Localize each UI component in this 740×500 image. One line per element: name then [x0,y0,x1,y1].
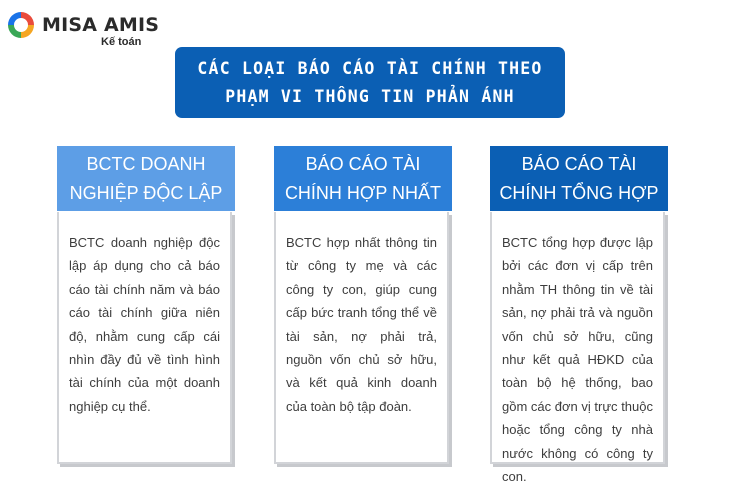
card-heading-line-1: BCTC DOANH [86,153,206,174]
card-heading-line-2: CHÍNH TỔNG HỢP [499,182,659,203]
title-line-1: CÁC LOẠI BÁO CÁO TÀI CHÍNH THEO [197,58,543,78]
card-heading-line-2: CHÍNH HỢP NHẤT [284,182,442,203]
card-heading-line-1: BÁO CÁO TÀI [305,153,421,174]
card-body-consolidated: BCTC hợp nhất thông tin từ công ty mẹ và các công ty con, giúp cung cấp bức tranh tổng thể về tài sản, nợ phải trả, nguồn vốn chủ sở hữu, và kết quả kinh doanh của toàn bộ tập đoàn. [274,212,449,464]
card-heading-independent [57,146,235,211]
page-title [175,47,565,118]
misa-logo-mark-icon [6,10,36,40]
card-heading-aggregated [490,146,668,211]
card-heading-consolidated [274,146,452,211]
card-heading-line-2: NGHIỆP ĐỘC LẬP [69,182,223,203]
brand-name: MISA AMIS [42,14,160,36]
misa-amis-logo [6,8,160,48]
card-body-independent: BCTC doanh nghiệp độc lập áp dụng cho cả báo cáo tài chính năm và báo cáo tài chính giữa niên độ, nhằm cung cấp cái nhìn đầy đủ về tình hình tài chính của một doanh nghiệp cụ thể. [57,212,232,464]
card-body-aggregated: BCTC tổng hợp được lập bởi các đơn vị cấp trên nhằm TH thông tin về tài sản, nợ phải trả và nguồn vốn chủ sở hữu, cũng như kết quả HĐKD của toàn bộ hệ thống, bao gồm các đơn vị trực thuộc hoặc tổng công ty nhà nước không có công ty con. [490,212,665,464]
product-name: Kế toán [101,36,142,48]
card-heading-line-1: BÁO CÁO TÀI [521,153,637,174]
title-line-2: PHẠM VI THÔNG TIN PHẢN ÁNH [225,86,515,106]
